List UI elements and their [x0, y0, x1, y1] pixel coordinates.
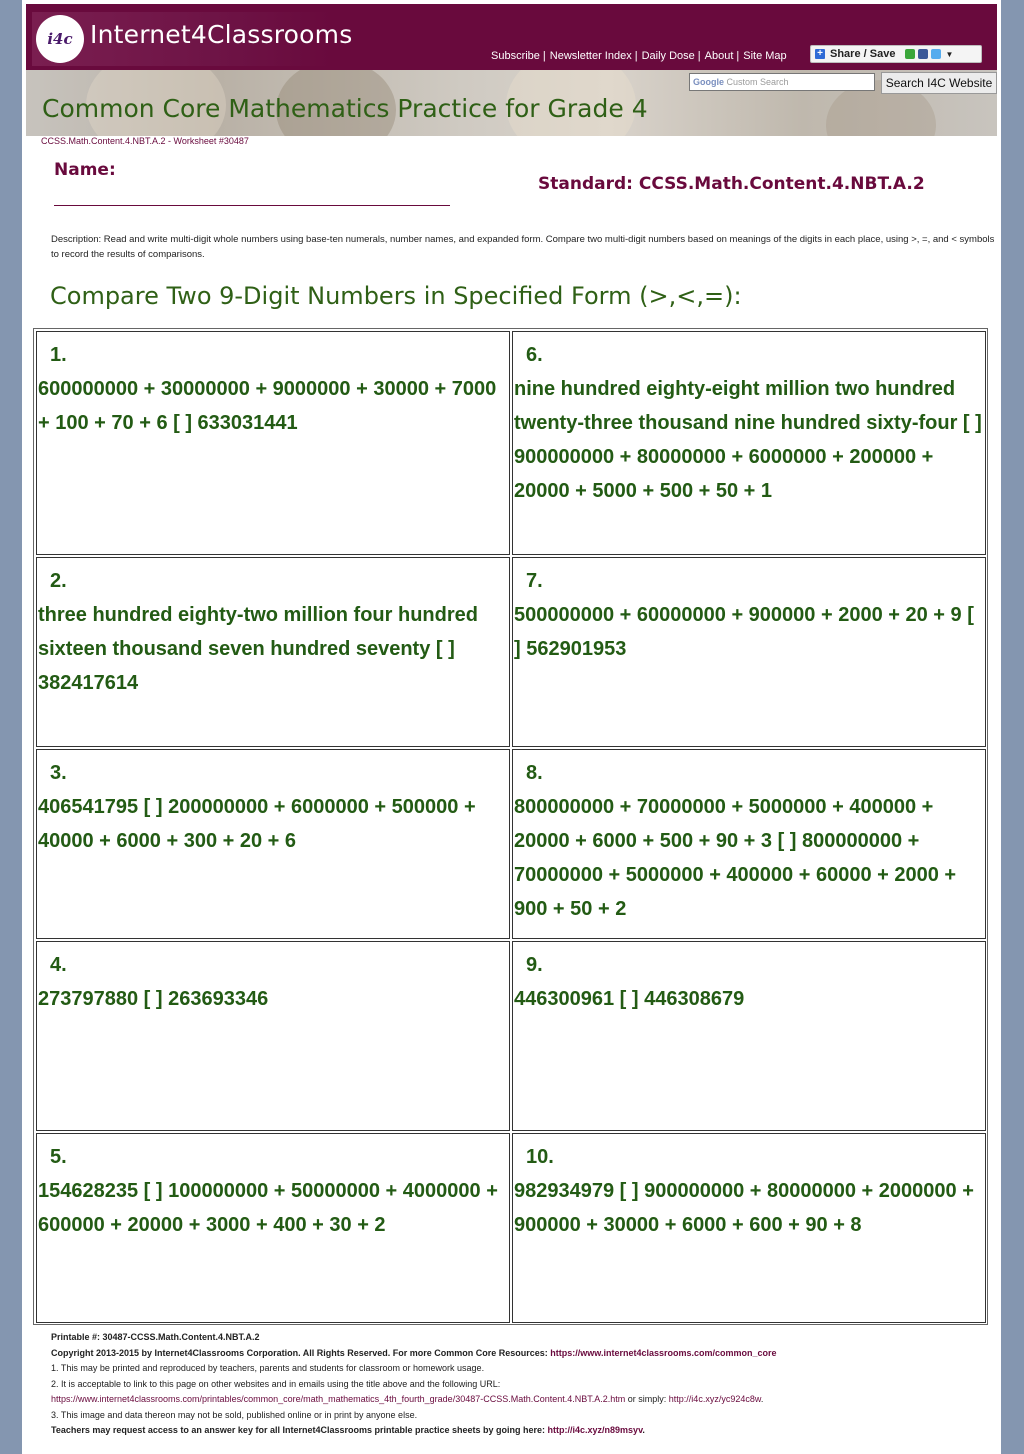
- problem-cell: [512, 941, 986, 1131]
- nav-separator: |: [634, 50, 638, 62]
- note-2: 2. It is acceptable to link to this page on other websites and in emails using the title above and the following URL:: [51, 1378, 501, 1389]
- worksheet-url-link[interactable]: https://www.internet4classrooms.com/printables/common_core/math_mathematics_4th_fourth_grade/30487-CCSS.Math.Content.4.NBT.A.2.htm: [51, 1394, 626, 1404]
- search-input[interactable]: [689, 73, 875, 91]
- teachers-line: [51, 1423, 991, 1439]
- problem-text: 800000000 + 70000000 + 5000000 + 400000 + 20000 + 6000 + 500 + 90 + 3 [ ] 800000000 + 70000000 + 5000000 + 400000 + 60000 + 2000 + 900 + 50 + 2: [514, 796, 957, 920]
- problem-cell: [512, 749, 986, 939]
- note-2-mid: or simply:: [625, 1394, 669, 1404]
- problem-number: 10.: [526, 1146, 554, 1168]
- share-email-icon: [905, 49, 915, 59]
- answer-key-link[interactable]: http://i4c.xyz/n89msyv: [547, 1425, 643, 1435]
- problem-cell: [36, 557, 510, 747]
- section-title: Compare Two 9-Digit Numbers in Specified Form (>,<,=):: [50, 282, 742, 310]
- site-logo[interactable]: [32, 12, 353, 66]
- site-header: [26, 4, 997, 70]
- problem-number: 9.: [526, 954, 543, 976]
- nav-about[interactable]: About: [704, 50, 734, 62]
- problem-text: nine hundred eighty-eight million two hundred twenty-three thousand nine hundred sixty-four [ ] 900000000 + 80000000 + 6000000 + 200000 + 20000 + 5000 + 500 + 50 + 1: [514, 378, 982, 502]
- nav-subscribe[interactable]: Subscribe: [491, 50, 540, 62]
- page: [22, 0, 1001, 1454]
- name-label: Name:: [54, 160, 116, 180]
- problem-cell: [36, 331, 510, 555]
- problem-number: 2.: [50, 570, 67, 592]
- problem-number: 1.: [50, 344, 67, 366]
- problem-text: 406541795 [ ] 200000000 + 6000000 + 500000 + 40000 + 6000 + 300 + 20 + 6: [38, 796, 476, 852]
- nav-separator: |: [697, 50, 701, 62]
- problem-text: 154628235 [ ] 100000000 + 50000000 + 4000000 + 600000 + 20000 + 3000 + 400 + 30 + 2: [38, 1180, 498, 1236]
- problem-text: 982934979 [ ] 900000000 + 80000000 + 2000000 + 900000 + 30000 + 6000 + 600 + 90 + 8: [514, 1180, 974, 1236]
- note-1: 1. This may be printed and reproduced by teachers, parents and students for classroom or homework usage.: [51, 1363, 485, 1373]
- problem-cell: [36, 1133, 510, 1323]
- facebook-icon: [918, 49, 928, 59]
- short-url-link[interactable]: http://i4c.xyz/yc924c8w: [668, 1394, 761, 1404]
- problem-text: 446300961 [ ] 446308679: [514, 988, 745, 1010]
- share-dropdown-icon: ▼: [945, 49, 954, 59]
- google-logo: Google: [693, 77, 724, 87]
- top-nav: [491, 50, 787, 62]
- logo-badge: i4c: [36, 15, 84, 63]
- nav-daily-dose[interactable]: Daily Dose: [641, 50, 695, 62]
- problem-cell: [36, 749, 510, 939]
- footer: [51, 1330, 991, 1439]
- printable-number: Printable #: 30487-CCSS.Math.Content.4.NBT.A.2: [51, 1332, 260, 1342]
- nav-newsletter-index[interactable]: Newsletter Index: [549, 50, 632, 62]
- logo-text: Internet4Classrooms: [90, 20, 353, 49]
- name-line: [54, 205, 450, 206]
- problem-cell: [36, 941, 510, 1131]
- problem-number: 5.: [50, 1146, 67, 1168]
- twitter-icon: [931, 49, 941, 59]
- copyright-line: [51, 1346, 991, 1362]
- problem-text: three hundred eighty-two million four hundred sixteen thousand seven hundred seventy [ ] 382417614: [38, 604, 478, 694]
- problem-number: 3.: [50, 762, 67, 784]
- problem-number: 7.: [526, 570, 543, 592]
- search-placeholder: Custom Search: [726, 77, 789, 87]
- share-save-button[interactable]: [810, 45, 982, 63]
- page-title: Common Core Mathematics Practice for Grade 4: [42, 94, 648, 123]
- share-label: Share / Save: [830, 48, 896, 60]
- problem-number: 8.: [526, 762, 543, 784]
- teachers-end: .: [642, 1425, 645, 1435]
- teachers-text: Teachers may request access to an answer key for all Internet4Classrooms printable practice sheets by going here:: [51, 1425, 548, 1435]
- header-banner: [26, 70, 997, 136]
- problem-text: 600000000 + 30000000 + 9000000 + 30000 + 7000 + 100 + 70 + 6 [ ] 633031441: [38, 378, 497, 434]
- note-2-end: .: [760, 1394, 764, 1404]
- note-2-urls: [51, 1392, 991, 1408]
- description: Description: Read and write multi-digit whole numbers using base-ten numerals, number names, and expanded form. Compare two multi-digit numbers based on meanings of the digits in each place, using >, =, and < symbols to record the results of comparisons.: [51, 234, 995, 260]
- problem-text: 500000000 + 60000000 + 900000 + 2000 + 20 + 9 [ ] 562901953: [514, 604, 974, 660]
- standard-label: Standard: CCSS.Math.Content.4.NBT.A.2: [538, 174, 925, 194]
- nav-separator: |: [542, 50, 546, 62]
- problems-grid: [33, 328, 988, 1325]
- problem-number: 4.: [50, 954, 67, 976]
- problem-cell: [512, 1133, 986, 1323]
- nav-separator: |: [736, 50, 740, 62]
- share-plus-icon: +: [815, 49, 825, 59]
- common-core-link[interactable]: https://www.internet4classrooms.com/common_core: [550, 1347, 777, 1358]
- copyright-text: Copyright 2013-2015 by Internet4Classrooms Corporation. All Rights Reserved. For more Common Core Resources:: [51, 1347, 551, 1358]
- problem-cell: [512, 331, 986, 555]
- breadcrumb: CCSS.Math.Content.4.NBT.A.2 - Worksheet #30487: [41, 136, 249, 146]
- search-button[interactable]: Search I4C Website: [881, 72, 997, 94]
- problem-number: 6.: [526, 344, 543, 366]
- note-3: 3. This image and data thereon may not be sold, published online or in print by anyone else.: [51, 1409, 418, 1420]
- nav-site-map[interactable]: Site Map: [743, 50, 787, 62]
- problem-text: 273797880 [ ] 263693346: [38, 988, 269, 1010]
- problem-cell: [512, 557, 986, 747]
